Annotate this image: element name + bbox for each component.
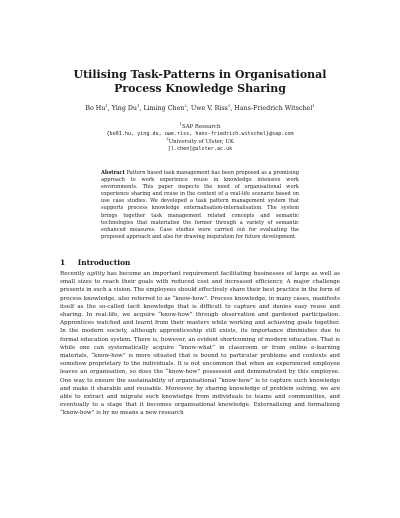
abstract-label: Abstract (101, 170, 125, 176)
author: Bo Hu$^1$ (85, 102, 108, 112)
affiliation-1 (40, 121, 360, 138)
author: Liming Chen$^2$ (143, 102, 187, 112)
author: Uwe V. Riss$^1$ (190, 102, 231, 112)
author: Hans-Friedrich Witschel$^1$ (234, 102, 315, 112)
emphasis-agility: agility (87, 271, 105, 277)
section-title: Introduction (77, 258, 131, 267)
title-line-2: Process Knowledge Sharing (114, 82, 286, 95)
affiliation-2-email: [l.chen]@ulster.ac.uk (167, 146, 233, 152)
author-list: Bo Hu$^1$, Ying Du$^1$, Liming Chen$^2$, Uwe V. Riss$^1$, Hans-Friedrich Witschel$^1$ (85, 102, 315, 112)
abstract-text: Pattern based task management has been proposed as a promising approach to work experience reuse in knowledge intensive work environments. This paper inspects the need of organisational work experience sharing and reuse in the context of a real-life scenario based on use case studies. We developed a task pattern management system that supports process knowledge externalisation-internalisation. The system brings together task management related concepts and semantic technologies that materialise the former through a variety of semantic enhanced measures. Case studies were carried out for evaluating the proposed approach and also for drawing inspiration for future development. (101, 170, 299, 240)
intro-paragraph: Recently agility has become an important requirement facilitating businesses of large as well as small sizes to reach their goals with reduced cost and increased efficiency. A major challenge presents in such a vision. The employees should effectively share their best practice in the form of process knowledge, also referred to as “know-how”. Process knowledge, in many cases, manifests itself as the so-called tacit knowledge that is difficult to capture and denies easy reuse and sharing. In real-life, we acquire “know-how” through observation and gardened participation. Apprentices watched and learnt from their masters while working and achieving goals together. In the modern society, although apprenticeship still exists, its importance diminishes due to formal education system. There is, however, an evident shortcoming of modern education. That is while one can systematically acquire “know-what” in classroom or from online e-learning materials, “know-how” is more situated that is bound to particular problems and contexts and somehow proprietary to the individuals. It is not uncommon that when an experienced employee leaves an organisation, so does the “know-how” possessed and demonstrated by this employee. One way to ensure the sustainability of organisational “know-how” is to capture such knowledge and make it sharable and reusable. Moreover, by sharing knowledge of problem solving, we are able to extract and migrate such knowledge from individuals to teams and communities, and eventually to a stage that it becomes organisational knowledge. Externalising and formalising “know-how” is by no means a new research (60, 271, 340, 417)
abstract (101, 170, 299, 241)
paper-title (60, 68, 340, 96)
affiliation-1-emails: {bo01.hu, ying.du, uwe.riss, hans-friedrich.witschel}@sap.com (106, 131, 294, 137)
title-line-1: Utilising Task-Patterns in Organisational (73, 68, 327, 81)
affiliation-2 (40, 136, 360, 153)
section-number: 1 (60, 258, 66, 267)
section-heading (60, 258, 130, 267)
affiliation-1-org: $^1$SAP Research (179, 121, 221, 130)
author: Ying Du$^1$ (111, 102, 140, 112)
affiliation-2-org: $^2$University of Ulster, UK (166, 136, 234, 145)
